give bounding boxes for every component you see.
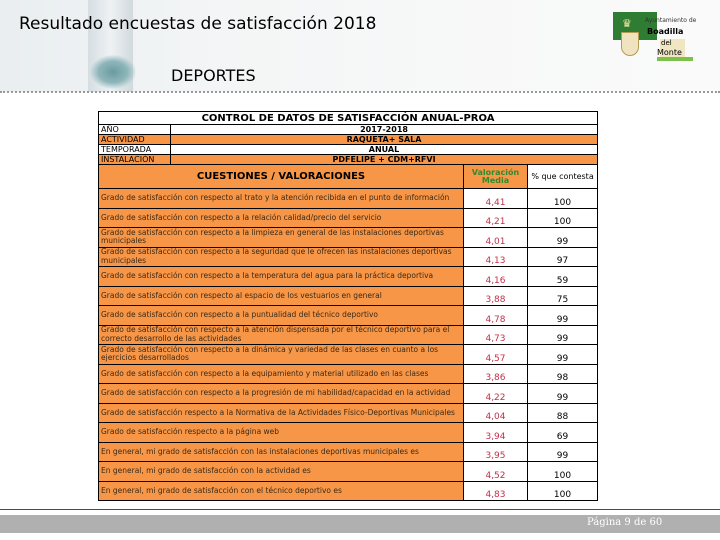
mean-value: 4,01 (464, 228, 528, 248)
pct-value: 99 (528, 442, 598, 462)
mean-header: Valoración Media (464, 165, 528, 189)
table-row (99, 345, 598, 365)
pct-value: 98 (528, 364, 598, 384)
mean-value: 4,41 (464, 189, 528, 209)
logo-text: Boadilla (647, 27, 684, 36)
question-text: Grado de satisfacción con respecto al espacio de los vestuarios en general (99, 286, 464, 306)
mean-value: 4,21 (464, 208, 528, 228)
mean-value: 4,57 (464, 345, 528, 365)
footer-bar (0, 515, 720, 533)
pct-value: 97 (528, 247, 598, 267)
footer-divider (0, 509, 720, 510)
meta-row (99, 155, 598, 165)
question-text: Grado de satisfacción con respecto a la seguridad que le ofrecen las instalaciones deportivas municipales (99, 247, 464, 267)
pct-value: 69 (528, 423, 598, 443)
meta-row (99, 145, 598, 155)
table-row (99, 325, 598, 345)
pct-value: 88 (528, 403, 598, 423)
table-row (99, 286, 598, 306)
mean-value: 3,88 (464, 286, 528, 306)
page-number: Página 9 de 60 (587, 517, 663, 528)
header-divider (0, 91, 720, 93)
logo-text: Monte (657, 48, 682, 57)
slide-header (0, 0, 720, 92)
pct-value: 100 (528, 481, 598, 501)
pct-value: 99 (528, 325, 598, 345)
background-plant (90, 55, 136, 89)
table-row (99, 423, 598, 443)
question-text: Grado de satisfacción con respecto a la relación calidad/precio del servicio (99, 208, 464, 228)
question-text: Grado de satisfacción respecto a la Normativa de la Actividades Físico-Deportivas Municipales (99, 403, 464, 423)
page-title: Resultado encuestas de satisfacción 2018 (19, 14, 377, 34)
pct-header: % que contesta (528, 165, 598, 189)
table-row (99, 306, 598, 326)
question-text: Grado de satisfacción con respecto a la puntualidad del técnico deportivo (99, 306, 464, 326)
meta-value: PDFELIPE + CDM+RFVI (171, 155, 598, 165)
question-text: Grado de satisfacción con respecto a la progresión de mi habilidad/capacidad en la actividad (99, 384, 464, 404)
mean-value: 4,22 (464, 384, 528, 404)
question-text: En general, mi grado de satisfacción con las instalaciones deportivas municipales es (99, 442, 464, 462)
meta-label: TEMPORADA (99, 145, 171, 155)
pct-value: 100 (528, 208, 598, 228)
pct-value: 99 (528, 306, 598, 326)
mean-value: 4,16 (464, 267, 528, 287)
table-row (99, 442, 598, 462)
pct-value: 99 (528, 228, 598, 248)
table-row (99, 228, 598, 248)
table-row (99, 481, 598, 501)
meta-label: AÑO (99, 125, 171, 135)
question-text: Grado de satisfacción respecto a la página web (99, 423, 464, 443)
table-row (99, 267, 598, 287)
mean-value: 4,78 (464, 306, 528, 326)
pct-value: 99 (528, 384, 598, 404)
pct-value: 100 (528, 189, 598, 209)
question-text: Grado de satisfacción con respecto a la temperatura del agua para la práctica deportiva (99, 267, 464, 287)
mean-value: 3,94 (464, 423, 528, 443)
mean-value: 4,13 (464, 247, 528, 267)
question-text: Grado de satisfacción con respecto al trato y la atención recibida en el punto de información (99, 189, 464, 209)
meta-value: ANUAL (171, 145, 598, 155)
table-row (99, 247, 598, 267)
logo-text: del (661, 39, 672, 47)
mean-value: 4,73 (464, 325, 528, 345)
table-row (99, 208, 598, 228)
mean-value: 4,83 (464, 481, 528, 501)
table-row (99, 462, 598, 482)
meta-value: RAQUETA+ SALA (171, 135, 598, 145)
question-text: Grado de satisfacción con respecto a la equipamiento y material utilizado en las clases (99, 364, 464, 384)
question-text: Grado de satisfacción con respecto a la atención dispensada por el técnico deportivo para el correcto desarrollo de las actividades (99, 325, 464, 345)
table-row (99, 189, 598, 209)
mean-value: 3,95 (464, 442, 528, 462)
pct-value: 75 (528, 286, 598, 306)
logo-text: Ayuntamiento de (645, 17, 697, 24)
mean-value: 3,86 (464, 364, 528, 384)
table-title: CONTROL DE DATOS DE SATISFACCIÓN ANUAL-PROA (99, 112, 598, 125)
satisfaction-table (98, 111, 598, 501)
table-row (99, 364, 598, 384)
meta-value: 2017-2018 (171, 125, 598, 135)
mean-value: 4,04 (464, 403, 528, 423)
question-text: Grado de satisfacción con respecto a la limpieza en general de las instalaciones deportivas municipales (99, 228, 464, 248)
section-title: DEPORTES (171, 66, 256, 85)
coat-of-arms-icon (621, 32, 639, 56)
question-text: Grado de satisfacción con respecto a la dinámica y variedad de las clases en cuanto a los ejercicios desarrollados (99, 345, 464, 365)
column-header-row (99, 165, 598, 189)
meta-label: ACTIVIDAD (99, 135, 171, 145)
question-text: En general, mi grado de satisfacción con el técnico deportivo es (99, 481, 464, 501)
question-text: En general, mi grado de satisfacción con la actividad es (99, 462, 464, 482)
table-row (99, 384, 598, 404)
mean-value: 4,52 (464, 462, 528, 482)
pct-value: 99 (528, 345, 598, 365)
crown-icon: ♛ (622, 17, 632, 30)
pct-value: 100 (528, 462, 598, 482)
meta-row (99, 125, 598, 135)
table-row (99, 403, 598, 423)
meta-row (99, 135, 598, 145)
municipality-logo (613, 12, 697, 62)
questions-header: CUESTIONES / VALORACIONES (99, 165, 464, 189)
meta-label: INSTALACIÓN (99, 155, 171, 165)
pct-value: 59 (528, 267, 598, 287)
